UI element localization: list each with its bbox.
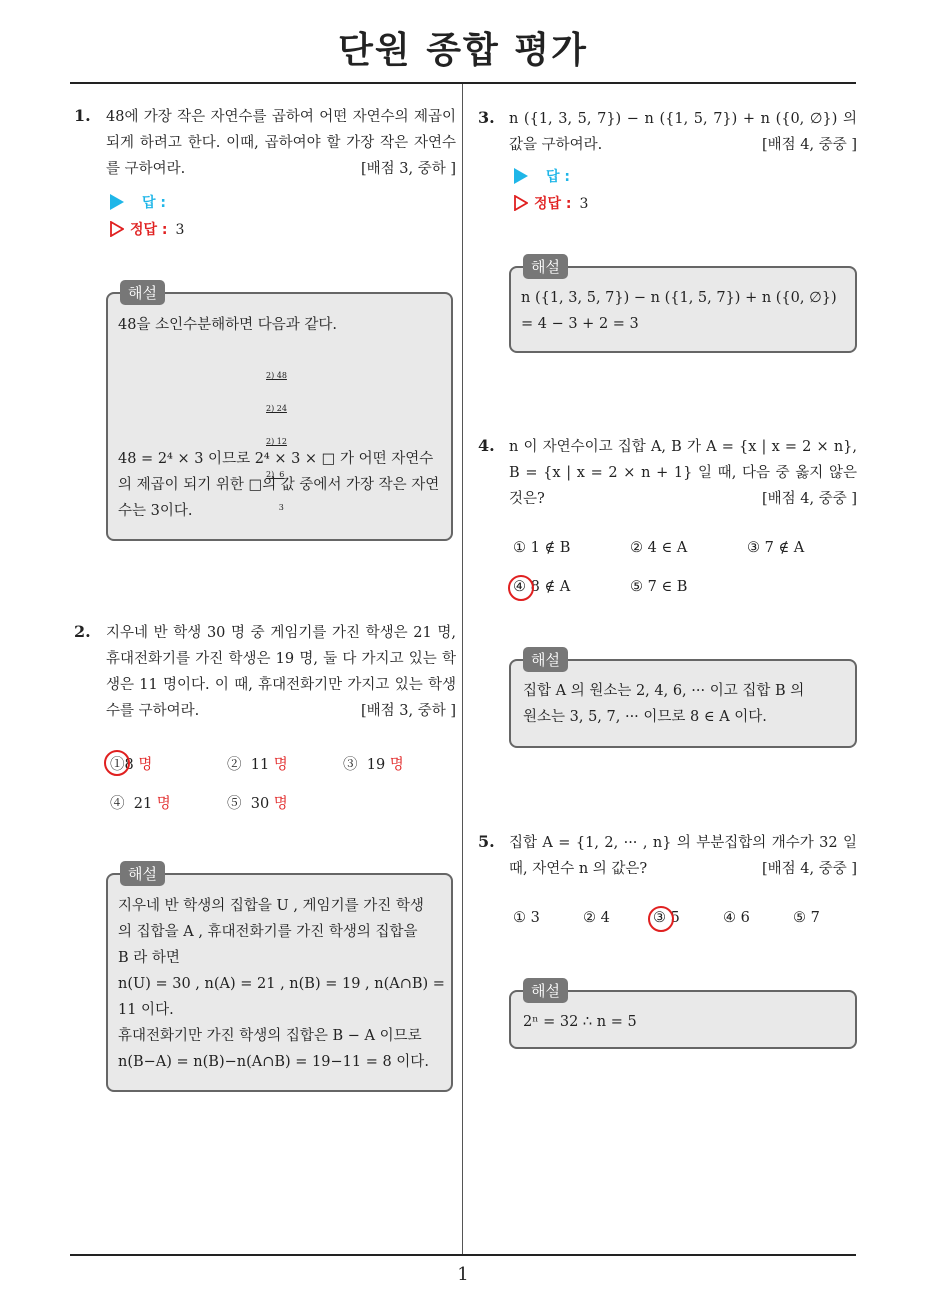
explanation-text: 집합 A 의 원소는 2, 4, 6, ··· 이고 집합 B 의 원소는 3, 5, 7, ··· 이므로 8 ∈ A 이다.	[523, 683, 805, 725]
selected-circle-mark	[104, 750, 130, 776]
answer-row: 답 :	[514, 166, 570, 186]
explanation-tag: 해설	[120, 861, 165, 886]
problem-text: n ({1, 3, 5, 7}) − n ({1, 5, 7}) + n ({0, ∅}) 의 값을 구하여라. [배점 4, 중중 ]	[509, 106, 857, 158]
choice-5[interactable]: ⑤ 7	[793, 910, 820, 926]
choice-4[interactable]: ④ 6	[723, 910, 750, 926]
correct-answer-row: 정답 : 3	[110, 219, 184, 239]
play-triangle-icon	[514, 168, 528, 184]
explanation-box	[509, 651, 857, 748]
play-triangle-icon	[110, 194, 124, 210]
explanation-tag: 해설	[120, 280, 165, 305]
correct-answer-row: 정답 : 3	[514, 193, 588, 213]
top-rule	[70, 82, 856, 84]
outline-triangle-icon	[110, 221, 124, 237]
explanation-text: n ({1, 3, 5, 7}) − n ({1, 5, 7}) + n ({0, ∅}) = 4 − 3 + 2 = 3	[521, 290, 837, 332]
choice-1[interactable]: ① 1 ∉ B	[513, 540, 571, 556]
problem-meta: [배점 3, 중하 ]	[360, 703, 456, 719]
explanation-tag: 해설	[523, 254, 568, 279]
choice-3[interactable]: ③ 19 명	[343, 757, 404, 773]
explanation-box	[509, 982, 857, 1049]
problem-number: 4.	[478, 436, 495, 455]
outline-triangle-icon	[514, 195, 528, 211]
choice-1[interactable]: ① 3	[513, 910, 540, 926]
problem-meta: [배점 4, 중중 ]	[761, 861, 857, 877]
answer-row: 답 :	[110, 192, 166, 212]
problem-meta: [배점 4, 중중 ]	[761, 137, 857, 153]
choice-1[interactable]: ①8 명	[110, 757, 153, 773]
problem-text: n 이 자연수이고 집합 A, B 가 A = {x | x = 2 × n}, B = {x | x = 2 × n + 1} 일 때, 다음 중 옳지 않은 것은? [배점 4, 중중 ]	[509, 434, 857, 512]
page-title: 단원 종합 평가	[338, 30, 588, 71]
choice-2[interactable]: ② 11 명	[227, 757, 288, 773]
selected-circle-mark	[508, 575, 534, 601]
problem-number: 2.	[74, 622, 91, 641]
explanation-text: 2ⁿ = 32 ∴ n = 5	[523, 1014, 637, 1030]
choice-2[interactable]: ② 4 ∈ A	[630, 540, 688, 556]
choice-5[interactable]: ⑤ 30 명	[227, 796, 288, 812]
problem-text: 지우네 반 학생 30 명 중 게임기를 가진 학생은 21 명, 휴대전화기를 가진 학생은 19 명, 둘 다 가지고 있는 학생은 11 명이다. 이 때, 휴대전화기만 가지고 있는 학생 수를 구하여라. [배점 3, 중하 ]	[106, 620, 456, 724]
choice-3[interactable]: ③ 7 ∉ A	[747, 540, 805, 556]
explanation-box	[106, 865, 453, 1092]
problem-number: 1.	[74, 106, 91, 125]
problem-number: 3.	[478, 108, 495, 127]
explanation-box	[106, 284, 453, 541]
choice-4[interactable]: ④ 21 명	[110, 796, 171, 812]
choice-3[interactable]: ③ 5	[653, 910, 680, 926]
selected-circle-mark	[648, 906, 674, 932]
explanation-text: 48 = 2⁴ × 3 이므로 2⁴ × 3 × □ 가 어떤 자연수의 제곱이 되기 위한 □의 값 중에서 가장 작은 자연수는 3이다.	[118, 451, 440, 519]
bottom-rule	[70, 1254, 856, 1256]
problem-text: 집합 A = {1, 2, ··· , n} 의 부분집합의 개수가 32 일 때, 자연수 n 의 값은? [배점 4, 중중 ]	[509, 830, 857, 882]
problem-text: 48에 가장 작은 자연수를 곱하여 어떤 자연수의 제곱이 되게 하려고 한다. 이때, 곱하여야 할 가장 작은 자연수를 구하여라. [배점 3, 중하 ]	[106, 104, 456, 182]
choice-5[interactable]: ⑤ 7 ∈ B	[630, 579, 688, 595]
explanation-tag: 해설	[523, 647, 568, 672]
problem-meta: [배점 3, 중하 ]	[360, 161, 456, 177]
factorization-diagram: 2) 48 2) 24 2) 12 2) 6 3	[266, 371, 287, 512]
problem-meta: [배점 4, 중중 ]	[761, 491, 857, 507]
explanation-text: 지우네 반 학생의 집합을 U , 게임기를 가진 학생 의 집합을 A , 휴대전화기를 가진 학생의 집합을 B 라 하면 n(U) = 30 , n(A) = 21 , n(B) = 19 , n(A∩B) = 11 이다. 휴대전화기만 가진 학생의 집합은 B − A 이므로 n(B−A) = n(B)−n(A∩B) = 19−11 = 8 이다.	[118, 898, 445, 1070]
choice-2[interactable]: ② 4	[583, 910, 610, 926]
problem-number: 5.	[478, 832, 495, 851]
explanation-box	[509, 258, 857, 353]
choice-4[interactable]: ④ 8 ∉ A	[513, 579, 571, 595]
column-divider	[462, 84, 463, 1256]
explanation-text: 48을 소인수분해하면 다음과 같다.	[118, 317, 337, 333]
explanation-tag: 해설	[523, 978, 568, 1003]
page-number: 1	[457, 1264, 469, 1285]
